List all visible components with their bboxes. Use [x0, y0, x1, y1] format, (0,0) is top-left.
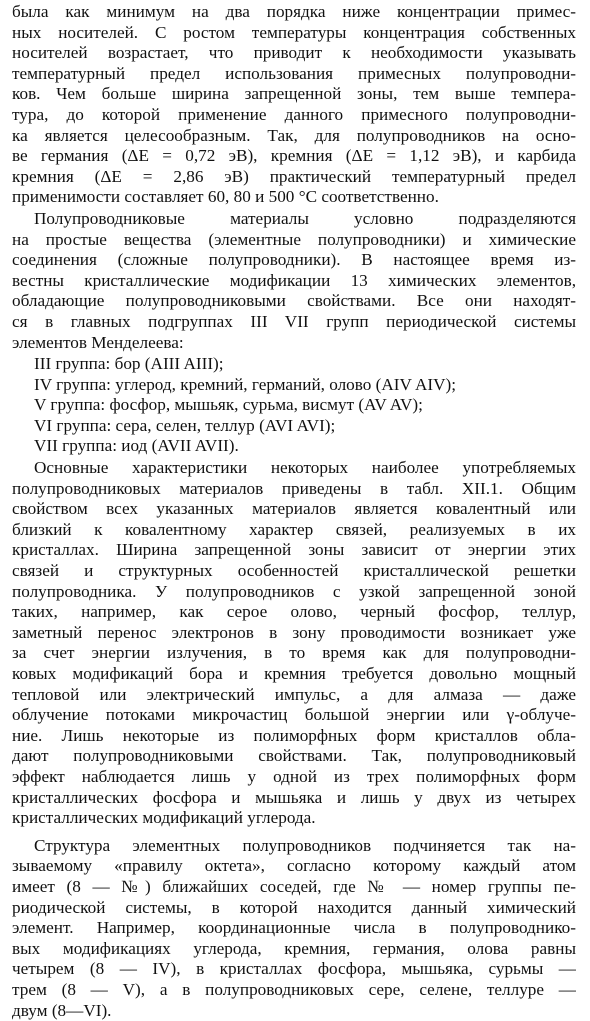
text-line: имеет (8 — №) ближайших соседей, где № — номер группы пе-	[12, 877, 576, 898]
text-line: ся в главных подгруппах III VII групп периодической системы	[12, 312, 576, 333]
group-list-item: III группа: бор (AIII AIII);	[12, 354, 576, 375]
text-line: была как минимум на два порядка ниже концентрации примес-	[12, 2, 576, 23]
text-line: связей и структурных особенностей кристаллической решетки	[12, 561, 576, 582]
text-line: ве германия (ΔE = 0,72 эВ), кремния (ΔE = 1,12 эВ), и карбида	[12, 146, 576, 167]
text-line: элементов Менделеева:	[12, 333, 576, 354]
text-line: ние. Лишь некоторые из полиморфных форм кристаллов обла-	[12, 726, 576, 747]
text-line: тепловой или электрический импульс, а для алмаза — даже	[12, 685, 576, 706]
paragraph-classification	[12, 209, 576, 353]
text-line: за счет энергии излучения, в то время как для полупроводни-	[12, 643, 576, 664]
text-line: таких, например, как серое олово, черный фосфор, теллур,	[12, 602, 576, 623]
text-line: ных носителей. С ростом температуры концентрация собственных	[12, 23, 576, 44]
text-line: зываемому «правилу октета», согласно которому каждый атом	[12, 856, 576, 877]
paragraph-octet-rule	[12, 836, 576, 1021]
text-line: ковых модификаций бора и кремния требуется довольно мощный	[12, 664, 576, 685]
text-line: четырем (8 — IV), в кристаллах фосфора, мышьяка, сурьмы —	[12, 959, 576, 980]
text-line: элемент. Например, координационные числа в полупроводнико-	[12, 918, 576, 939]
text-line: ка является целесообразным. Так, для полупроводников на осно-	[12, 126, 576, 147]
text-line: полупроводника. У полупроводников с узкой запрещенной зоной	[12, 582, 576, 603]
text-line: кристаллах. Ширина запрещенной зоны зависит от энергии этих	[12, 540, 576, 561]
text-line: двум (8—VI).	[12, 1001, 576, 1021]
paragraph-temperature-limit	[12, 2, 576, 208]
paragraph-characteristics	[12, 458, 576, 829]
text-line: кремния (ΔE = 2,86 эВ) практический температурный предел	[12, 167, 576, 188]
text-line: обладающие полупроводниковыми свойствами. Все они находят-	[12, 291, 576, 312]
text-line: Основные характеристики некоторых наиболее употребляемых	[12, 458, 576, 479]
group-list-item: V группа: фосфор, мышьяк, сурьма, висмут (AV AV);	[12, 395, 576, 416]
text-line: кристаллических фосфора и мышьяка и лишь у двух из четырех	[12, 788, 576, 809]
text-line: носителей возрастает, что приводит к необходимости указывать	[12, 43, 576, 64]
group-list-item: VI группа: сера, селен, теллур (AVI AVI);	[12, 416, 576, 437]
text-line: свойством всех указанных материалов является ковалентный или	[12, 499, 576, 520]
text-line: эффект наблюдается лишь у одной из трех полиморфных форм	[12, 767, 576, 788]
text-line: дают полупроводниковыми свойствами. Так, полупроводниковый	[12, 746, 576, 767]
text-line: соединения (сложные полупроводники). В настоящее время из-	[12, 250, 576, 271]
text-line: Полупроводниковые материалы условно подразделяются	[12, 209, 576, 230]
text-line: близкий к ковалентному характер связей, реализуемых в их	[12, 520, 576, 541]
text-line: на простые вещества (элементные полупроводники) и химические	[12, 230, 576, 251]
text-line: вестны кристаллические модификации 13 химических элементов,	[12, 271, 576, 292]
text-line: вых модификациях углерода, кремния, германия, олова равны	[12, 939, 576, 960]
group-list-item: VII группа: иод (AVII AVII).	[12, 436, 576, 457]
text-line: облучение потоками микрочастиц большой энергии или γ-облуче-	[12, 705, 576, 726]
group-list	[12, 354, 576, 457]
text-line: Структура элементных полупроводников подчиняется так на-	[12, 836, 576, 857]
text-line: трем (8 — V), а в полупроводниковых сере, селене, теллуре —	[12, 980, 576, 1001]
group-list-item: IV группа: углерод, кремний, германий, олово (AIV AIV);	[12, 375, 576, 396]
text-line: кристаллических модификаций углерода.	[12, 808, 576, 829]
text-line: ков. Чем больше ширина запрещенной зоны, тем выше темпера-	[12, 84, 576, 105]
text-line: температурный предел использования примесных полупроводни-	[12, 64, 576, 85]
text-line: риодической системы, в которой находится данный химический	[12, 898, 576, 919]
text-line: заметный перенос электронов в зону проводимости возникает уже	[12, 623, 576, 644]
text-line: применимости составляет 60, 80 и 500 °С соответственно.	[12, 187, 576, 208]
text-line: полупроводниковых материалов приведены в табл. XII.1. Общим	[12, 479, 576, 500]
text-line: тура, до которой применение данного примесного полупроводни-	[12, 105, 576, 126]
